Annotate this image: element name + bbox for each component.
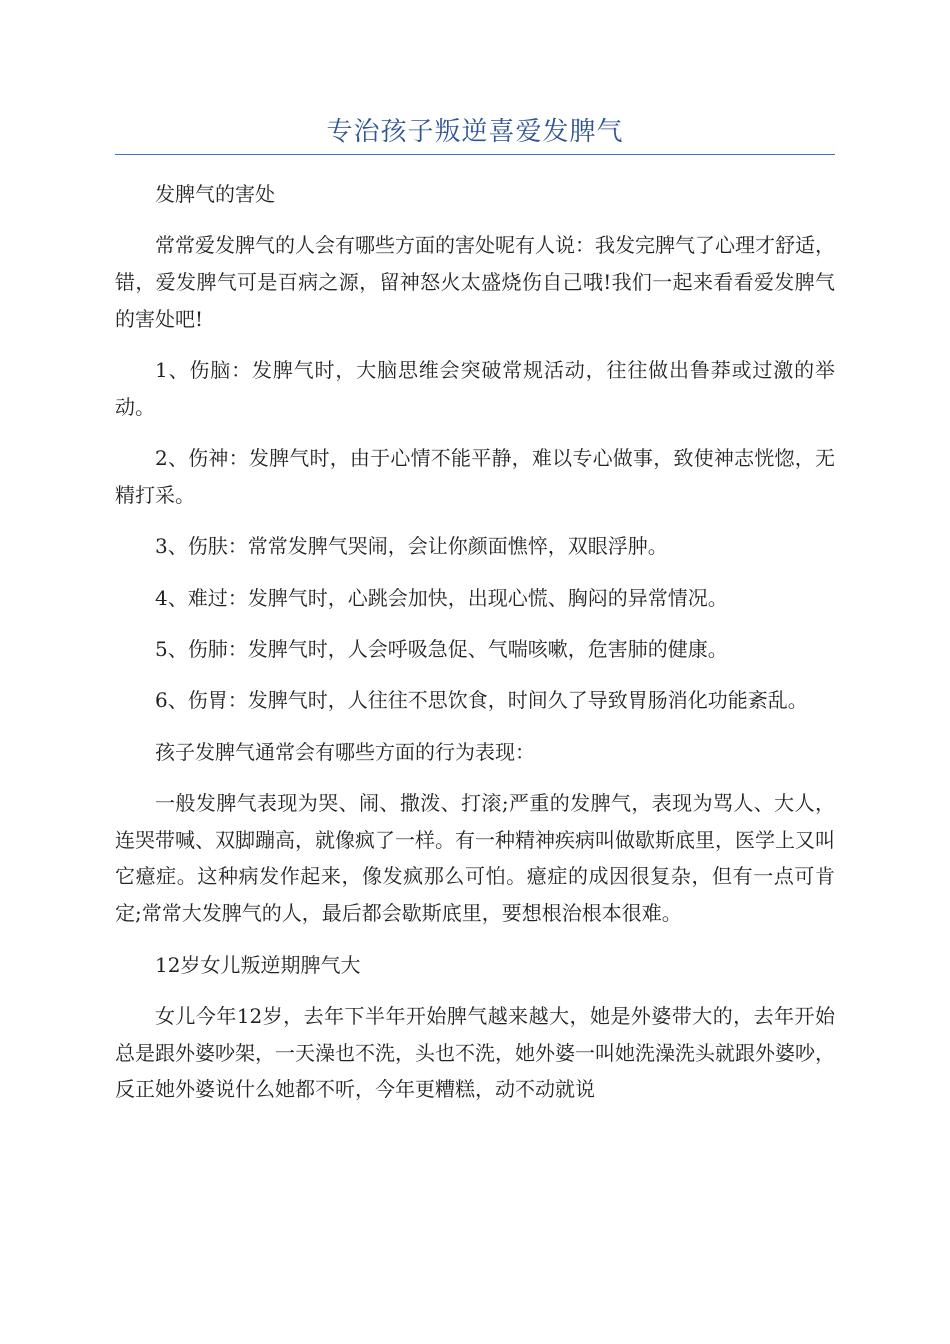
list-item-heart: 4、难过：发脾气时，心跳会加快，出现心慌、胸闷的异常情况。 (155, 585, 728, 610)
list-item-skin: 3、伤肤：常常发脾气哭闹，会让你颜面憔悴，双眼浮肿。 (155, 534, 668, 559)
document-title: 专治孩子叛逆喜爱发脾气 (326, 117, 624, 147)
paragraph-daughter: 女儿今年12岁，去年下半年开始脾气越来越大，她是外婆带大的，去年开始总是跟外婆吵架，一天澡也不洗，头也不洗，她外婆一叫她洗澡洗头就跟外婆吵，反正她外婆说什么她都不听，今年更糟糕，动不动就说 (115, 1003, 835, 1102)
paragraph-intro: 常常爱发脾气的人会有哪些方面的害处呢有人说：我发完脾气了心理才舒适，错，爱发脾气可是百病之源，留神怒火太盛烧伤自己哦!我们一起来看看爱发脾气的害处吧! (115, 233, 835, 331)
list-item-lung: 5、伤肺：发脾气时，人会呼吸急促、气喘咳嗽，危害肺的健康。 (155, 636, 728, 661)
list-item-brain: 1、伤脑：发脾气时，大脑思维会突破常规活动，往往做出鲁莽或过激的举动。 (115, 358, 835, 419)
list-item-stomach: 6、伤胃：发脾气时，人往往不思饮食，时间久了导致胃肠消化功能紊乱。 (155, 688, 808, 713)
title-underline (115, 154, 835, 155)
paragraph-behavior: 一般发脾气表现为哭、闹、撒泼、打滚;严重的发脾气，表现为骂人、大人，连哭带喊、双脚蹦高，就像疯了一样。有一种精神疾病叫做歇斯底里，医学上又叫它癔症。这种病发作起来，像发疯那么可怕。癔症的成因很复杂，但有一点可肯定;常常大发脾气的人，最后都会歇斯底里，要想根治根本很难。 (115, 790, 835, 926)
list-item-spirit: 2、伤神：发脾气时，由于心情不能平静，难以专心做事，致使神志恍惚，无精打采。 (115, 446, 835, 508)
section-heading-behavior: 孩子发脾气通常会有哪些方面的行为表现： (155, 739, 535, 764)
section-heading-daughter: 12岁女儿叛逆期脾气大 (155, 952, 361, 977)
document-body (115, 176, 835, 1123)
section-heading-harm: 发脾气的害处 (155, 182, 275, 206)
